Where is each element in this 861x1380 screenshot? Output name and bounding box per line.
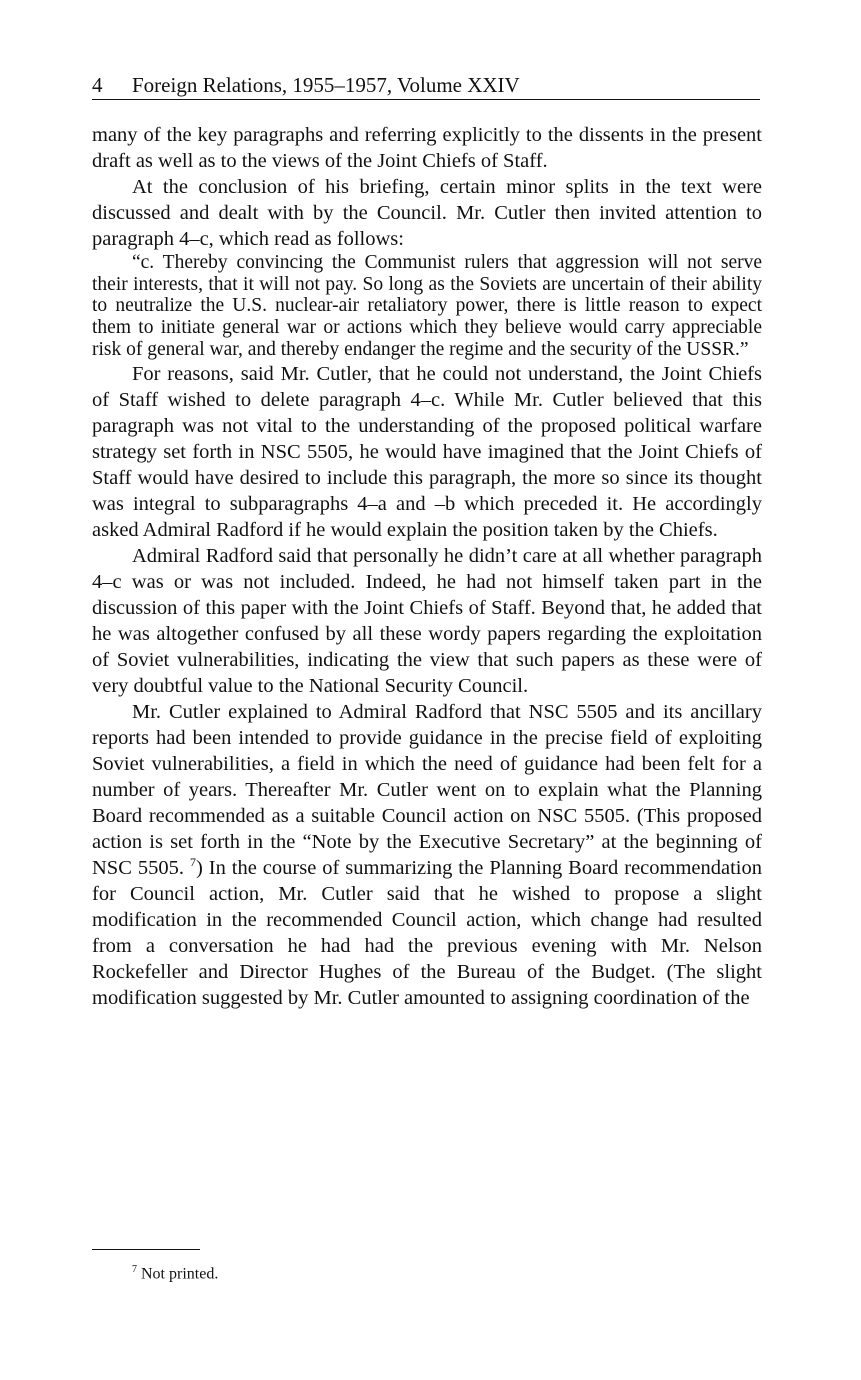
volume-title: Foreign Relations, 1955–1957, Volume XXIV bbox=[132, 73, 520, 97]
paragraph-briefing: At the conclusion of his briefing, certain minor splits in the text were discussed and dealt with by the Council. Mr. Cutler then invited attention to paragraph 4–c, which read as follows: bbox=[92, 176, 762, 250]
footnote-number: 7 bbox=[132, 1264, 137, 1275]
paragraph-cutler-reasons: For reasons, said Mr. Cutler, that he could not understand, the Joint Chiefs of Staff wished to delete paragraph 4–c. While Mr. Cutler believed that this paragraph was not vital to the understanding of the proposed political warfare strategy set forth in NSC 5505, he would have imagined that the Joint Chiefs of Staff would have desired to include this paragraph, the more so since its thought was integral to subparagraphs 4–a and –b which preceded it. He accordingly asked Admiral Radford if he would explain the position taken by the Chiefs. bbox=[92, 362, 762, 541]
paragraph-radford-response: Admiral Radford said that personally he didn’t care at all whether paragraph 4–c was or was not included. Indeed, he had not himself taken part in the discussion of this paper with the Joint Chiefs of Staff. Beyond that, he added that he was altogether confused by all these wordy papers regarding the exploitation of Soviet vulnerabilities, indicating the view that such papers as these were of very doubtful value to the National Security Council. bbox=[92, 544, 762, 697]
footnote-reference[interactable]: 7 bbox=[189, 854, 196, 869]
paragraph-continued: many of the key paragraphs and referring explicitly to the dissents in the present draft as well as to the views of the Joint Chiefs of Staff. bbox=[92, 124, 762, 172]
footnote-divider bbox=[92, 1249, 200, 1250]
paragraph-text-after-ref: ) In the course of summarizing the Planning Board recommendation for Council action, Mr. Cutler said that he wished to propose a slight modification in the recommended Council action, which change had resulted from a conversation he had had the previous evening with Mr. Nelson Rockefeller and Director Hughes of the Bureau of the Budget. (The slight modification suggested by Mr. Cutler amounted to assigning coordination of the bbox=[92, 856, 762, 1009]
footnote bbox=[132, 1259, 218, 1285]
running-header bbox=[92, 72, 760, 100]
paragraph-cutler-explanation bbox=[92, 699, 762, 1011]
page-number: 4 bbox=[92, 73, 103, 97]
paragraph-text-before-ref: Mr. Cutler explained to Admiral Radford that NSC 5505 and its ancillary reports had been intended to provide guidance in the precise field of exploiting Soviet vulnerabilities, a field in which the need of guidance had been felt for a number of years. Thereafter Mr. Cutler went on to explain what the Planning Board recommended as a suitable Council action on NSC 5505. (This proposed action is set forth in the “Note by the Executive Secretary” at the beginning of NSC 5505. bbox=[92, 700, 762, 879]
quoted-paragraph-4c: “c. Thereby convincing the Communist rulers that aggression will not serve their interests, that it will not pay. So long as the Soviets are uncertain of their ability to neutralize the U.S. nuclear-air retaliatory power, there is little reason to expect them to initiate general war or actions which they believe would carry appreciable risk of general war, and thereby endanger the regime and the security of the USSR.” bbox=[92, 252, 762, 360]
body-text bbox=[92, 122, 762, 1011]
footnote-text: Not printed. bbox=[141, 1265, 219, 1283]
